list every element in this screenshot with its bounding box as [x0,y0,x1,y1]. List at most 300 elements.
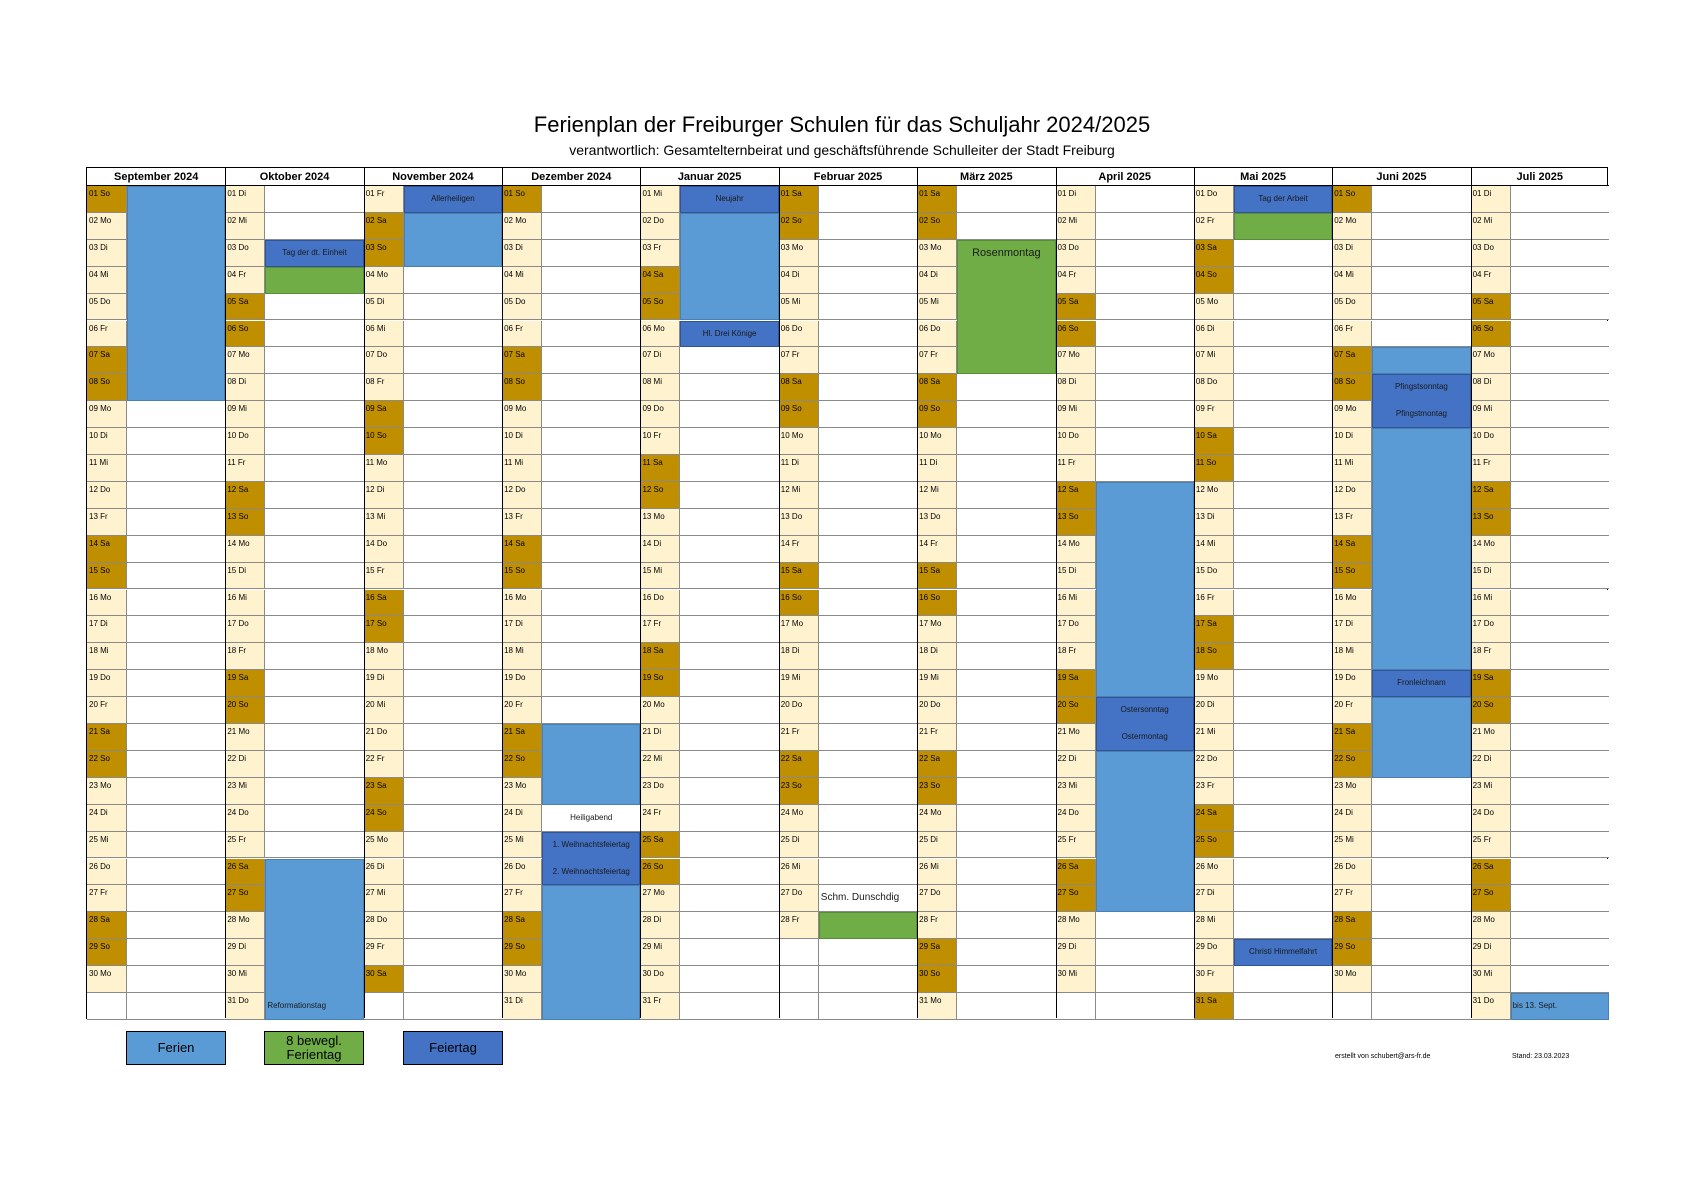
entry-cell [819,778,917,805]
entry-cell [957,805,1055,832]
entry-cell [680,724,778,751]
entry-cell [1511,670,1609,697]
day-cell: 05 Do [1332,294,1372,321]
entry-cell [680,778,778,805]
entry-cell [127,616,225,643]
day-cell: 04 Mi [87,267,127,294]
entry-cell [1372,966,1470,993]
entry-cell [1511,186,1609,213]
day-cell: 09 Mo [87,401,127,428]
entry-cell [265,590,363,617]
entry-cell [265,697,363,724]
day-cell: 20 Fr [502,697,542,724]
day-cell: 02 Mi [225,213,265,240]
day-cell: 15 Sa [917,563,957,590]
day-cell: 10 Di [502,428,542,455]
day-cell: 07 Mo [225,347,265,374]
entry-cell [680,912,778,939]
day-cell: 04 Sa [640,267,680,294]
day-cell: 15 So [87,563,127,590]
entry-cell [1096,912,1194,939]
entry-cell [404,912,502,939]
day-cell: 28 Fr [917,912,957,939]
month-header: Oktober 2024 [225,168,363,186]
entry-cell [957,966,1055,993]
entry-cell [542,321,640,348]
holiday-label: Neujahr [715,194,744,203]
entry-cell [1372,993,1470,1020]
entry-cell [404,509,502,536]
entry-cell [680,993,778,1020]
day-cell: 04 Mo [364,267,404,294]
day-cell: 08 So [87,374,127,401]
day-cell: 06 Di [1194,321,1234,348]
day-cell: 13 Mo [640,509,680,536]
day-cell: 20 Fr [87,697,127,724]
entry-cell [1511,939,1609,966]
month-header: April 2025 [1056,168,1194,186]
day-cell: 02 Mi [1056,213,1096,240]
entry-cell [819,401,917,428]
day-cell: 14 Fr [779,536,819,563]
entry-cell [1096,267,1194,294]
entry-cell [819,670,917,697]
day-cell: 22 So [1332,751,1372,778]
day-cell: 09 Sa [364,401,404,428]
entry-cell [265,401,363,428]
day-cell: 15 Di [1471,563,1511,590]
day-cell: 04 Fr [1471,267,1511,294]
entry-cell [680,428,778,455]
day-cell: 27 Fr [1332,885,1372,912]
day-cell: 16 Mi [1056,590,1096,617]
day-cell: 05 Sa [1056,294,1096,321]
day-cell: 22 So [502,751,542,778]
entry-cell [127,643,225,670]
entry-cell [265,778,363,805]
day-cell: 01 Sa [779,186,819,213]
holiday-label: Tag der Arbeit [1258,194,1308,203]
entry-cell [1372,186,1470,213]
day-cell: 07 Fr [917,347,957,374]
day-cell: 11 Sa [640,455,680,482]
day-cell: 26 Mi [917,859,957,886]
day-cell: 12 Mo [1194,482,1234,509]
entry-cell [1234,482,1332,509]
holiday-label: 2. Weihnachtsfeiertag [552,866,630,876]
entry-cell [265,455,363,482]
entry-cell [1234,670,1332,697]
entry-cell [1096,186,1194,213]
day-cell: 06 Fr [1332,321,1372,348]
empty-day-cell [779,966,819,993]
entry-cell [819,751,917,778]
day-cell: 07 Mi [1194,347,1234,374]
day-cell: 18 Di [917,643,957,670]
day-cell: 29 Mi [640,939,680,966]
entry-cell [404,697,502,724]
holiday-label: 1. Weihnachtsfeiertag [552,839,630,849]
day-cell: 06 Mo [640,321,680,348]
day-cell: 16 So [917,590,957,617]
day-cell: 08 Do [1194,374,1234,401]
legend-beweglich [264,1031,364,1065]
day-cell: 26 Mi [779,859,819,886]
day-cell: 24 Do [225,805,265,832]
day-cell: 25 Mi [1332,832,1372,859]
day-cell: 19 Sa [1471,670,1511,697]
day-cell: 02 Mo [502,213,542,240]
entry-cell [1372,859,1470,886]
day-cell: 25 Mi [502,832,542,859]
day-cell: 11 Mi [502,455,542,482]
day-cell: 09 Mo [1332,401,1372,428]
day-cell: 01 Sa [917,186,957,213]
day-cell: 15 Mi [640,563,680,590]
day-cell: 01 So [1332,186,1372,213]
month-separator [640,168,641,1018]
entry-cell [265,294,363,321]
day-cell: 09 Mi [1056,401,1096,428]
day-cell: 06 So [225,321,265,348]
day-cell: 26 So [640,859,680,886]
day-cell: 26 Do [1332,859,1372,886]
day-cell: 29 So [1332,939,1372,966]
day-cell: 28 Sa [87,912,127,939]
day-cell: 20 Mo [640,697,680,724]
day-cell: 13 Fr [87,509,127,536]
day-cell: 30 Fr [1194,966,1234,993]
entry-cell [127,590,225,617]
entry-cell [542,616,640,643]
day-cell: 13 So [225,509,265,536]
day-cell: 06 Do [917,321,957,348]
day-cell: 07 Do [364,347,404,374]
entry-cell [265,724,363,751]
day-cell: 15 Fr [364,563,404,590]
month-separator [1056,168,1057,1018]
entry-cell [265,321,363,348]
month-header: Juni 2025 [1332,168,1470,186]
day-cell: 05 Sa [225,294,265,321]
entry-cell [819,536,917,563]
entry-cell [265,563,363,590]
day-cell: 08 Sa [779,374,819,401]
empty-day-cell [364,993,404,1020]
entry-cell [542,401,640,428]
entry-cell [957,832,1055,859]
entry-cell [404,374,502,401]
day-cell: 14 Mo [1056,536,1096,563]
day-cell: 17 Fr [640,616,680,643]
day-cell: 15 So [502,563,542,590]
day-cell: 09 Mi [1471,401,1511,428]
holiday-label: Heiligabend [570,812,613,822]
beweglich-block [1234,213,1332,240]
day-cell: 29 So [87,939,127,966]
day-cell: 27 Do [917,885,957,912]
entry-cell [265,751,363,778]
day-cell: 28 Di [640,912,680,939]
day-cell: 02 Mi [1471,213,1511,240]
entry-cell [542,697,640,724]
entry-cell [1511,428,1609,455]
day-cell: 19 Do [502,670,542,697]
entry-cell [1511,616,1609,643]
entry-cell [127,670,225,697]
entry-cell [1511,859,1609,886]
day-cell: 29 Di [1471,939,1511,966]
day-cell: 12 Sa [225,482,265,509]
entry-cell [1372,805,1470,832]
entry-cell [680,670,778,697]
day-cell: 25 Sa [640,832,680,859]
day-cell: 21 Do [364,724,404,751]
day-cell: 09 Do [640,401,680,428]
day-cell: 30 Do [640,966,680,993]
legend-feiertag [403,1031,503,1065]
entry-cell [957,428,1055,455]
day-cell: 20 Di [1194,697,1234,724]
day-cell: 09 Fr [1194,401,1234,428]
entry-cell [1234,993,1332,1020]
entry-cell [542,563,640,590]
entry-cell [680,616,778,643]
entry-cell [819,374,917,401]
day-cell: 10 Fr [640,428,680,455]
entry-cell [1234,563,1332,590]
entry-cell [680,832,778,859]
entry-cell [265,536,363,563]
day-cell: 16 Mo [502,590,542,617]
entry-cell [1511,240,1609,267]
entry-cell [127,805,225,832]
day-cell: 18 Fr [1471,643,1511,670]
day-cell: 20 Do [917,697,957,724]
entry-cell [1234,912,1332,939]
entry-cell [1234,778,1332,805]
day-cell: 18 So [1194,643,1234,670]
day-cell: 04 Mi [502,267,542,294]
ferien-block [542,724,640,805]
ferien-block [1096,751,1194,912]
entry-cell [542,186,640,213]
day-cell: 18 Di [779,643,819,670]
day-cell: 26 Sa [1471,859,1511,886]
day-cell: 02 So [917,213,957,240]
entry-cell [265,805,363,832]
entry-cell [542,590,640,617]
entry-cell [1511,455,1609,482]
day-cell: 14 Mo [1471,536,1511,563]
entry-cell [819,455,917,482]
day-cell: 23 Mi [225,778,265,805]
entry-cell [957,186,1055,213]
entry-cell [1234,509,1332,536]
day-cell: 13 Di [1194,509,1234,536]
entry-cell [957,455,1055,482]
day-cell: 18 Sa [640,643,680,670]
holiday-label: bis 13. Sept. [1512,1001,1558,1010]
day-cell: 05 Mo [1194,294,1234,321]
entry-cell [1234,374,1332,401]
ferien-block [680,213,778,321]
month-separator [1332,168,1333,1018]
entry-cell [404,966,502,993]
entry-cell [1234,267,1332,294]
entry-cell [542,455,640,482]
entry-cell [1234,885,1332,912]
entry-cell [819,616,917,643]
day-cell: 10 Do [225,428,265,455]
ferien-block [1096,482,1194,697]
day-cell: 14 Do [364,536,404,563]
entry-cell [404,859,502,886]
empty-day-cell [1332,993,1372,1020]
day-cell: 27 Di [1194,885,1234,912]
day-cell: 22 Do [1194,751,1234,778]
day-cell: 24 So [364,805,404,832]
day-cell: 20 Do [779,697,819,724]
month-separator [1471,168,1472,1018]
entry-cell [542,294,640,321]
day-cell: 29 Do [1194,939,1234,966]
entry-cell [1096,294,1194,321]
holiday-label: Pfingstsonntag [1394,382,1448,392]
day-cell: 23 Mo [502,778,542,805]
entry-cell [542,428,640,455]
entry-cell [542,536,640,563]
day-cell: 06 Fr [87,321,127,348]
day-cell: 01 Mi [640,186,680,213]
entry-cell [404,670,502,697]
day-cell: 07 Mo [1471,347,1511,374]
day-cell: 23 Do [640,778,680,805]
day-cell: 11 So [1194,455,1234,482]
holiday-label: Rosenmontag [972,246,1041,259]
day-cell: 24 Mo [917,805,957,832]
entry-cell [819,563,917,590]
day-cell: 13 So [1056,509,1096,536]
day-cell: 01 Do [1194,186,1234,213]
entry-cell [1372,213,1470,240]
entry-cell [819,267,917,294]
day-cell: 19 Mo [1194,670,1234,697]
entry-cell [542,213,640,240]
page-title: Ferienplan der Freiburger Schulen für das Schuljahr 2024/2025 [533,112,1151,137]
day-cell: 29 So [502,939,542,966]
day-cell: 19 Do [1332,670,1372,697]
day-cell: 31 Di [502,993,542,1020]
day-cell: 10 Di [1332,428,1372,455]
entry-cell [1511,347,1609,374]
day-cell: 19 Do [87,670,127,697]
day-cell: 23 Mi [1471,778,1511,805]
day-cell: 05 Di [364,294,404,321]
day-cell: 20 Mi [364,697,404,724]
holiday-label: Ostermontag [1121,732,1168,741]
entry-cell [1511,213,1609,240]
day-cell: 21 Di [640,724,680,751]
day-cell: 19 Mi [779,670,819,697]
entry-cell [957,993,1055,1020]
entry-cell [127,751,225,778]
entry-cell [542,347,640,374]
entry-cell [957,724,1055,751]
entry-cell [957,751,1055,778]
day-cell: 20 Fr [1332,697,1372,724]
entry-cell [1234,832,1332,859]
ferien-block [127,186,225,401]
day-cell: 16 Mi [1471,590,1511,617]
day-cell: 20 So [1056,697,1096,724]
entry-cell [680,751,778,778]
entry-cell [127,778,225,805]
entry-cell [404,294,502,321]
day-cell: 13 Mi [364,509,404,536]
holiday-label: Tag der dt. Einheit [282,247,347,257]
day-cell: 27 Mi [364,885,404,912]
entry-cell [957,590,1055,617]
day-cell: 21 Mo [1471,724,1511,751]
day-cell: 08 Mi [640,374,680,401]
entry-cell [265,347,363,374]
day-cell: 14 Sa [502,536,542,563]
entry-cell [1234,859,1332,886]
day-cell: 08 Di [1471,374,1511,401]
entry-cell [127,536,225,563]
entry-cell [957,778,1055,805]
entry-cell [819,832,917,859]
day-cell: 19 Di [364,670,404,697]
empty-day-cell [1056,993,1096,1020]
day-cell: 11 Mi [87,455,127,482]
ferien-block [542,885,640,1020]
entry-cell [819,590,917,617]
entry-cell [957,670,1055,697]
day-cell: 14 Fr [917,536,957,563]
entry-cell [265,482,363,509]
day-cell: 11 Mi [1332,455,1372,482]
day-cell: 12 Sa [1471,482,1511,509]
holiday-label: Christi Himmelfahrt [1249,947,1318,957]
day-cell: 11 Di [917,455,957,482]
entry-cell [1234,590,1332,617]
day-cell: 18 Mo [364,643,404,670]
day-cell: 25 Fr [1471,832,1511,859]
day-cell: 04 Mi [1332,267,1372,294]
entry-cell [1096,401,1194,428]
entry-cell [819,966,917,993]
day-cell: 22 Mi [640,751,680,778]
month-separator [225,168,226,1018]
day-cell: 10 Mo [779,428,819,455]
day-cell: 26 Sa [1056,859,1096,886]
day-cell: 17 So [364,616,404,643]
day-cell: 22 Sa [917,751,957,778]
entry-cell [819,724,917,751]
day-cell: 26 Di [364,859,404,886]
day-cell: 13 So [1471,509,1511,536]
day-cell: 27 Fr [87,885,127,912]
legend-ferien [126,1031,226,1065]
day-cell: 31 Do [225,993,265,1020]
entry-cell [404,267,502,294]
day-cell: 05 Mi [779,294,819,321]
entry-cell [819,294,917,321]
day-cell: 31 Sa [1194,993,1234,1020]
day-cell: 28 Mo [225,912,265,939]
